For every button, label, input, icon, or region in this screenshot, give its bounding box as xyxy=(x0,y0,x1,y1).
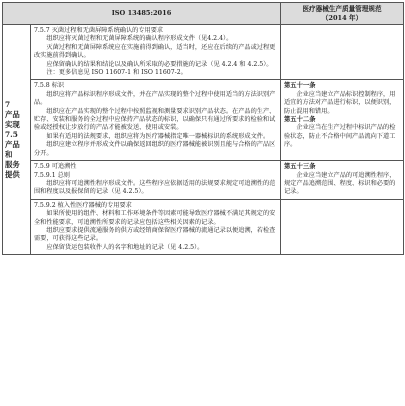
iso-cell xyxy=(31,80,281,161)
clause-heading: 7.5.9.2 植入性医疗器械的专用要求 xyxy=(34,201,132,209)
clause-paragraph: 企业应当在生产过程中标识产品的检验状态，防止不合格中间产品流向下道工序。 xyxy=(284,124,396,149)
header-gmp xyxy=(281,3,404,25)
gmp-cell xyxy=(281,199,404,254)
table-row xyxy=(3,199,404,254)
comparison-table xyxy=(2,2,404,255)
header-iso-label: ISO 13485:2016 xyxy=(111,9,172,18)
table-row xyxy=(3,25,404,80)
clause-heading: 7.5.7 灭菌过程和无菌屏障系统确认的专用要求 xyxy=(34,27,164,34)
clause-paragraph: 企业应当建立产品的可追溯性程序，规定产品追溯范围、程度、标识和必要的记录。 xyxy=(284,171,396,196)
clause-paragraph: 灭菌过程和无菌屏障系统应在实施前得到确认，适当时，还应在后续的产品或过程更改实施前得到确认。 xyxy=(34,43,276,60)
clause-heading: 7.5.8 标识 xyxy=(34,82,65,90)
table-row xyxy=(3,80,404,161)
category-line: 7.5 xyxy=(5,129,18,139)
gmp-cell xyxy=(281,80,404,161)
category-line: 产品 xyxy=(5,139,20,149)
clause-paragraph: 组织应在产品实现的整个过程中按照监视和测量要求识别产品状态。在产品的生产、贮存、安装和服务的全过程中应保持产品状态的标识，以确保只有通过所要求的检验和试验或经授权让步放行的产品才能被发送、使用或安装。 xyxy=(34,107,276,132)
category-line: 7 xyxy=(5,99,11,109)
clause-paragraph: 如果有适用的法规要求，组织应将为医疗器械指定唯一器械标识的系统形成文件。 xyxy=(46,132,270,140)
clause-paragraph: 应保留确认的结果和结论以及确认所采取的必要措施的记录（见 4.2.4 和 4.2.5）。 xyxy=(46,60,273,68)
article-number: 第五十二条 xyxy=(284,116,316,124)
clause-paragraph: 组织应将产品标识程序形成文件，并在产品实现的整个过程中使用适当的方法识别产品。 xyxy=(34,90,276,107)
clause-paragraph: 组织应建立程序并形成文件以确保返回组织的医疗器械能被识别且能与合格的产品区分开。 xyxy=(34,141,276,157)
header-row xyxy=(3,3,404,25)
header-gmp-year: （2014 年） xyxy=(321,13,363,22)
clause-paragraph: 应保留货运包装收件人的名字和地址的记录（见 4.2.5）。 xyxy=(46,243,204,251)
gmp-cell xyxy=(281,161,404,200)
table-row xyxy=(3,161,404,200)
category-line: 产品 xyxy=(5,109,20,119)
clause-paragraph: 组织应将可追溯性程序形成文件。这些程序应依据适用的法规要求规定可追溯性的范围和程度以及报保留的记录（见 4.2.5）。 xyxy=(34,179,276,196)
category-line: 和 xyxy=(5,149,13,159)
clause-paragraph: 注：更多信息见 ISO 11607-1 和 ISO 11607-2。 xyxy=(46,69,187,77)
iso-cell xyxy=(31,161,281,200)
header-gmp-title: 医疗器械生产质量管理规范 xyxy=(302,5,382,14)
clause-paragraph: 组织应要求提供流通服务的供方或经销商保留医疗器械的流通记录以便追溯，若检查需要，可获得这些记录。 xyxy=(34,226,276,243)
clause-paragraph: 企业应当建立产品标识控制程序，用适宜的方法对产品进行标识，以便识别，防止混用和错用。 xyxy=(284,90,396,115)
category-cell xyxy=(3,25,31,255)
category-line: 实现 xyxy=(5,119,20,129)
clause-heading: 7.5.9 可追溯性 xyxy=(34,163,77,171)
article-number: 第五十三条 xyxy=(284,163,316,171)
iso-cell xyxy=(31,199,281,254)
clause-paragraph: 组织应将灭菌过程和无菌屏障系统的确认程序形成文件（见4.2.4）。 xyxy=(46,35,233,43)
category-line: 服务 xyxy=(5,159,20,169)
article-number: 第五十一条 xyxy=(284,82,316,90)
clause-heading: 7.5.9.1 总则 xyxy=(34,171,70,179)
iso-cell xyxy=(31,25,281,80)
header-iso xyxy=(3,3,281,25)
gmp-cell xyxy=(281,25,404,80)
clause-paragraph: 如果所使用的组件、材料和工作环境条件等因素可能导致医疗器械不满足其规定的安全和性能要求，可追溯性所要求的记录应包括这些相关因素的记录。 xyxy=(34,210,276,226)
category-line: 提供 xyxy=(5,169,20,179)
